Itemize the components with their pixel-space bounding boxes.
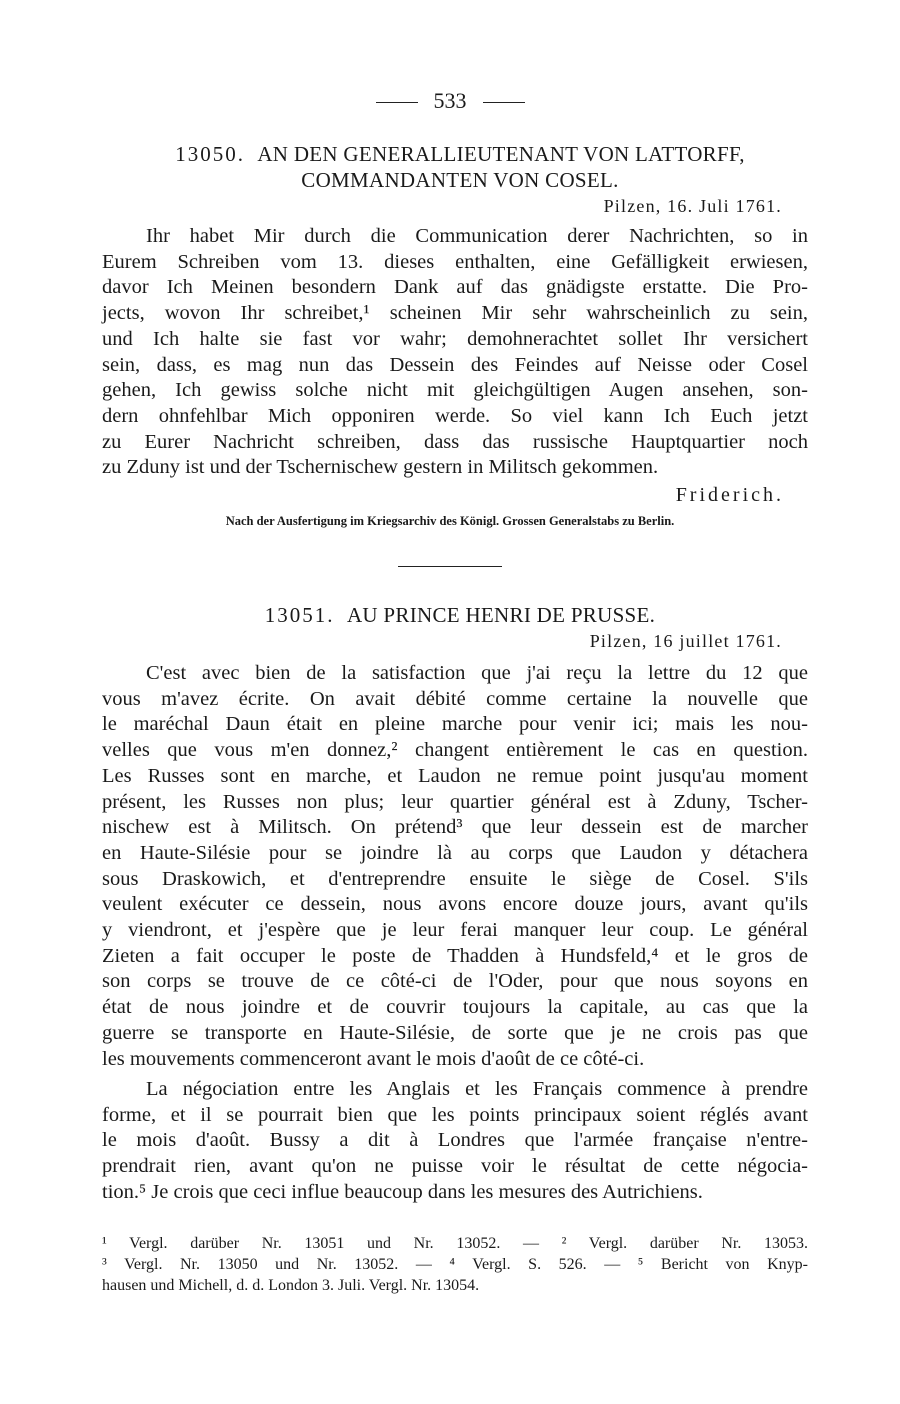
text-line: les mouvements commenceront avant le mois d'août de ce côté-ci. <box>102 1047 645 1070</box>
text-line: Zieten a fait occuper le poste de Thadden à Hundsfeld,⁴ et le gros de <box>102 944 808 967</box>
text-line: gehen, Ich gewiss solche nicht mit gleichgültigen Augen ansehen, son- <box>102 379 808 402</box>
letter1-heading-2 <box>100 167 820 193</box>
footnotes <box>102 1233 808 1296</box>
text-line: nischew est à Militsch. On prétend³ que leur dessein est de marcher <box>102 816 808 839</box>
text-line: Ihr habet Mir durch die Communication derer Nachrichten, so in <box>146 225 808 247</box>
header-rule-left <box>376 102 418 103</box>
page-number: 533 <box>433 88 467 113</box>
text-line: sein, dass, es mag nun das Dessein des Feindes auf Neisse oder Cosel <box>102 353 808 376</box>
text-line: veulent exécuter ce dessein, nous avons encore douze jours, avant qu'ils <box>102 893 808 916</box>
text-line: Eurem Schreiben vom 13. dieses enthalten, eine Gefälligkeit erwiesen, <box>102 250 808 273</box>
text-line: son corps se trouve de ce côté-ci de l'Oder, pour que nous soyons en <box>102 970 808 993</box>
text-line: en Haute-Silésie pour se joindre là au corps que Laudon y détachera <box>102 841 808 864</box>
text-line: velles que vous m'en donnez,² changent entièrement le cas en question. <box>102 739 808 762</box>
letter2-date: Pilzen, 16 juillet 1761. <box>589 631 782 651</box>
text-line: davor Ich Meinen besondern Dank auf das gnädigste erstatte. Die Pro- <box>102 276 808 299</box>
text-line: zu Zduny ist und der Tschernischew gestern in Militsch gekommen. <box>102 456 659 479</box>
text-line: zu Eurer Nachricht schreiben, dass das russische Hauptquartier noch <box>102 430 808 453</box>
letter2-heading-text: AU PRINCE HENRI DE PRUSSE. <box>346 603 656 627</box>
letter1-source-note: Nach der Ausfertigung im Kriegsarchiv des Königl. Grossen Generalstabs zu Berlin. <box>225 514 675 528</box>
text-line: le maréchal Daun était en pleine marche pour venir ici; mais les nou- <box>102 713 808 736</box>
text-line: ³ Vergl. Nr. 13050 und Nr. 13052. — ⁴ Vergl. S. 526. — ⁵ Bericht von Knyp- <box>102 1256 808 1273</box>
section-divider <box>398 566 502 567</box>
text-line: sous Draskowich, et d'entreprendre ensuite le siège de Cosel. S'ils <box>102 867 808 890</box>
text-line: und Ich halte sie fast vor wahr; demohnerachtet sollet Ihr versichert <box>102 327 808 350</box>
letter1-heading-line2: COMMANDANTEN VON COSEL. <box>301 168 619 192</box>
text-line: vous m'avez écrite. On avait débité comme certaine la nouvelle que <box>102 687 808 710</box>
letter2-paragraph-1 <box>102 661 808 1072</box>
text-line: le mois d'août. Bussy a dit à Londres que l'armée française n'entre- <box>102 1129 808 1152</box>
letter2-number: 13051. <box>264 603 335 627</box>
text-line: tion.⁵ Je crois que ceci influe beaucoup dans les mesures des Autrichiens. <box>102 1180 703 1203</box>
letter1-signature: Friderich. <box>675 484 784 506</box>
letter1-date: Pilzen, 16. Juli 1761. <box>603 196 782 216</box>
letter1-heading <box>100 141 820 167</box>
letter2-paragraph-2 <box>102 1077 808 1206</box>
text-line: y viendront, et j'espère que je leur ferai manquer leur coup. Le général <box>102 919 808 942</box>
text-line: hausen und Michell, d. d. London 3. Juli. Vergl. Nr. 13054. <box>102 1277 480 1294</box>
text-line: dern ohnfehlbar Mich opponiren werde. So viel kann Ich Euch jetzt <box>102 404 808 427</box>
letter1-heading-line1: AN DEN GENERALLIEUTENANT VON LATTORFF, <box>257 142 745 166</box>
text-line: Les Russes sont en marche, et Laudon ne remue point jusqu'au moment <box>102 764 808 787</box>
text-line: présent, les Russes non plus; leur quartier général est à Zduny, Tscher- <box>102 790 808 813</box>
letter1-body <box>102 224 808 481</box>
text-line: guerre se transporte en Haute-Silésie, de sorte que je ne crois pas que <box>102 1021 808 1044</box>
text-line: état de nous joindre et de couvrir toujours la capitale, au cas que la <box>102 996 808 1019</box>
letter1-number: 13050. <box>175 142 245 166</box>
header-rule-right <box>483 102 525 103</box>
text-line: C'est avec bien de la satisfaction que j'ai reçu la lettre du 12 que <box>146 662 808 684</box>
text-line: prendrait rien, avant qu'on ne puisse voir le résultat de cette négocia- <box>102 1155 808 1178</box>
text-line: jects, wovon Ihr schreibet,¹ scheinen Mir sehr wahrscheinlich zu sein, <box>102 302 808 325</box>
letter2-heading <box>100 602 820 628</box>
text-line: forme, et il se pourrait bien que les points principaux soient réglés avant <box>102 1103 808 1126</box>
text-line: ¹ Vergl. darüber Nr. 13051 und Nr. 13052. — ² Vergl. darüber Nr. 13053. <box>102 1235 808 1252</box>
text-line: La négociation entre les Anglais et les Français commence à prendre <box>146 1078 808 1100</box>
page-header <box>0 88 900 114</box>
